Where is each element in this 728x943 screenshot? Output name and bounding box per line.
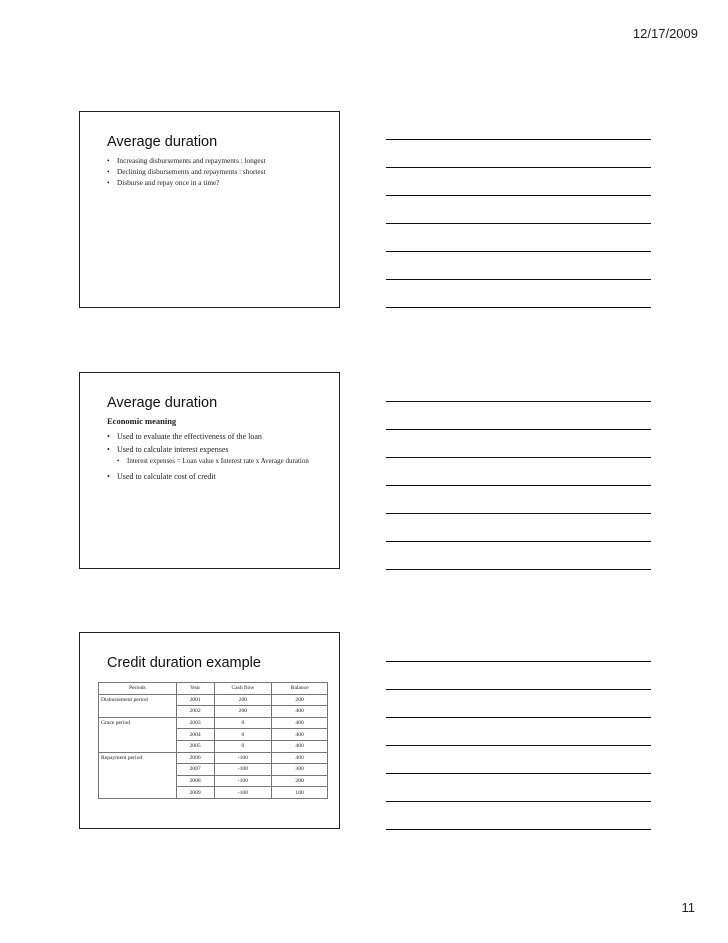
cash-flow-cell: 0 — [214, 740, 272, 752]
table-row — [99, 717, 328, 729]
column-header-balance: Balance — [272, 683, 328, 695]
note-line — [386, 223, 651, 224]
cash-flow-cell: -100 — [214, 787, 272, 799]
year-cell: 2006 — [176, 752, 214, 764]
note-line — [386, 457, 651, 458]
bullet-item: • Declining disbursements and repayments : shortest — [107, 166, 331, 177]
slide-subheading: Economic meaning — [107, 416, 177, 426]
note-line — [386, 801, 651, 802]
note-line — [386, 689, 651, 690]
bullet-list — [107, 430, 331, 483]
note-line — [386, 773, 651, 774]
cash-flow-cell: 200 — [214, 706, 272, 718]
balance-cell: 100 — [272, 787, 328, 799]
period-cell: Grace period — [99, 717, 177, 752]
cash-flow-cell: -100 — [214, 775, 272, 787]
note-line — [386, 251, 651, 252]
slide-title: Average duration — [107, 134, 218, 150]
note-line — [386, 307, 651, 308]
balance-cell: 400 — [272, 717, 328, 729]
cash-flow-cell: -100 — [214, 764, 272, 776]
table-row — [99, 694, 328, 706]
year-cell: 2007 — [176, 764, 214, 776]
cash-flow-cell: -100 — [214, 752, 272, 764]
balance-cell: 400 — [272, 706, 328, 718]
bullet-list — [107, 155, 331, 188]
column-header-cash-flow: Cash flow — [214, 683, 272, 695]
note-line — [386, 569, 651, 570]
year-cell: 2002 — [176, 706, 214, 718]
bullet-item: • Disburse and repay once in a time? — [107, 177, 331, 188]
cash-flow-cell: 200 — [214, 694, 272, 706]
note-line — [386, 717, 651, 718]
balance-cell: 200 — [272, 694, 328, 706]
table-row — [99, 752, 328, 764]
note-line — [386, 195, 651, 196]
note-line — [386, 513, 651, 514]
column-header-year: Year — [176, 683, 214, 695]
credit-duration-table — [98, 682, 328, 799]
year-cell: 2004 — [176, 729, 214, 741]
cash-flow-cell: 0 — [214, 729, 272, 741]
period-cell: Repayment period — [99, 752, 177, 798]
year-cell: 2003 — [176, 717, 214, 729]
year-cell: 2008 — [176, 775, 214, 787]
year-cell: 2009 — [176, 787, 214, 799]
note-line — [386, 279, 651, 280]
sub-bullet-item: • Interest expenses = Loan value x Interest rate x Average duration — [117, 456, 331, 466]
slide-title: Credit duration example — [107, 655, 261, 671]
note-line — [386, 139, 651, 140]
note-line — [386, 401, 651, 402]
period-cell: Disbursement period — [99, 694, 177, 717]
note-line — [386, 661, 651, 662]
note-line — [386, 745, 651, 746]
bullet-item: • Used to calculate interest expenses — [107, 443, 331, 456]
note-line — [386, 541, 651, 542]
slide-3 — [79, 632, 340, 829]
balance-cell: 400 — [272, 740, 328, 752]
balance-cell: 400 — [272, 752, 328, 764]
bullet-item: • Increasing disbursements and repayments : longest — [107, 155, 331, 166]
balance-cell: 200 — [272, 775, 328, 787]
note-line — [386, 485, 651, 486]
table-header-row — [99, 683, 328, 695]
bullet-item: • Used to calculate cost of credit — [107, 470, 331, 483]
slide-title: Average duration — [107, 395, 218, 411]
slide-1 — [79, 111, 340, 308]
note-line — [386, 829, 651, 830]
print-date: 12/17/2009 — [632, 26, 698, 41]
note-line — [386, 167, 651, 168]
year-cell: 2001 — [176, 694, 214, 706]
cash-flow-cell: 0 — [214, 717, 272, 729]
note-line — [386, 429, 651, 430]
balance-cell: 300 — [272, 764, 328, 776]
column-header-periods: Periods — [99, 683, 177, 695]
bullet-item: • Used to evaluate the effectiveness of the loan — [107, 430, 331, 443]
year-cell: 2005 — [176, 740, 214, 752]
balance-cell: 400 — [272, 729, 328, 741]
page-number: 11 — [681, 900, 695, 915]
slide-2 — [79, 372, 340, 569]
